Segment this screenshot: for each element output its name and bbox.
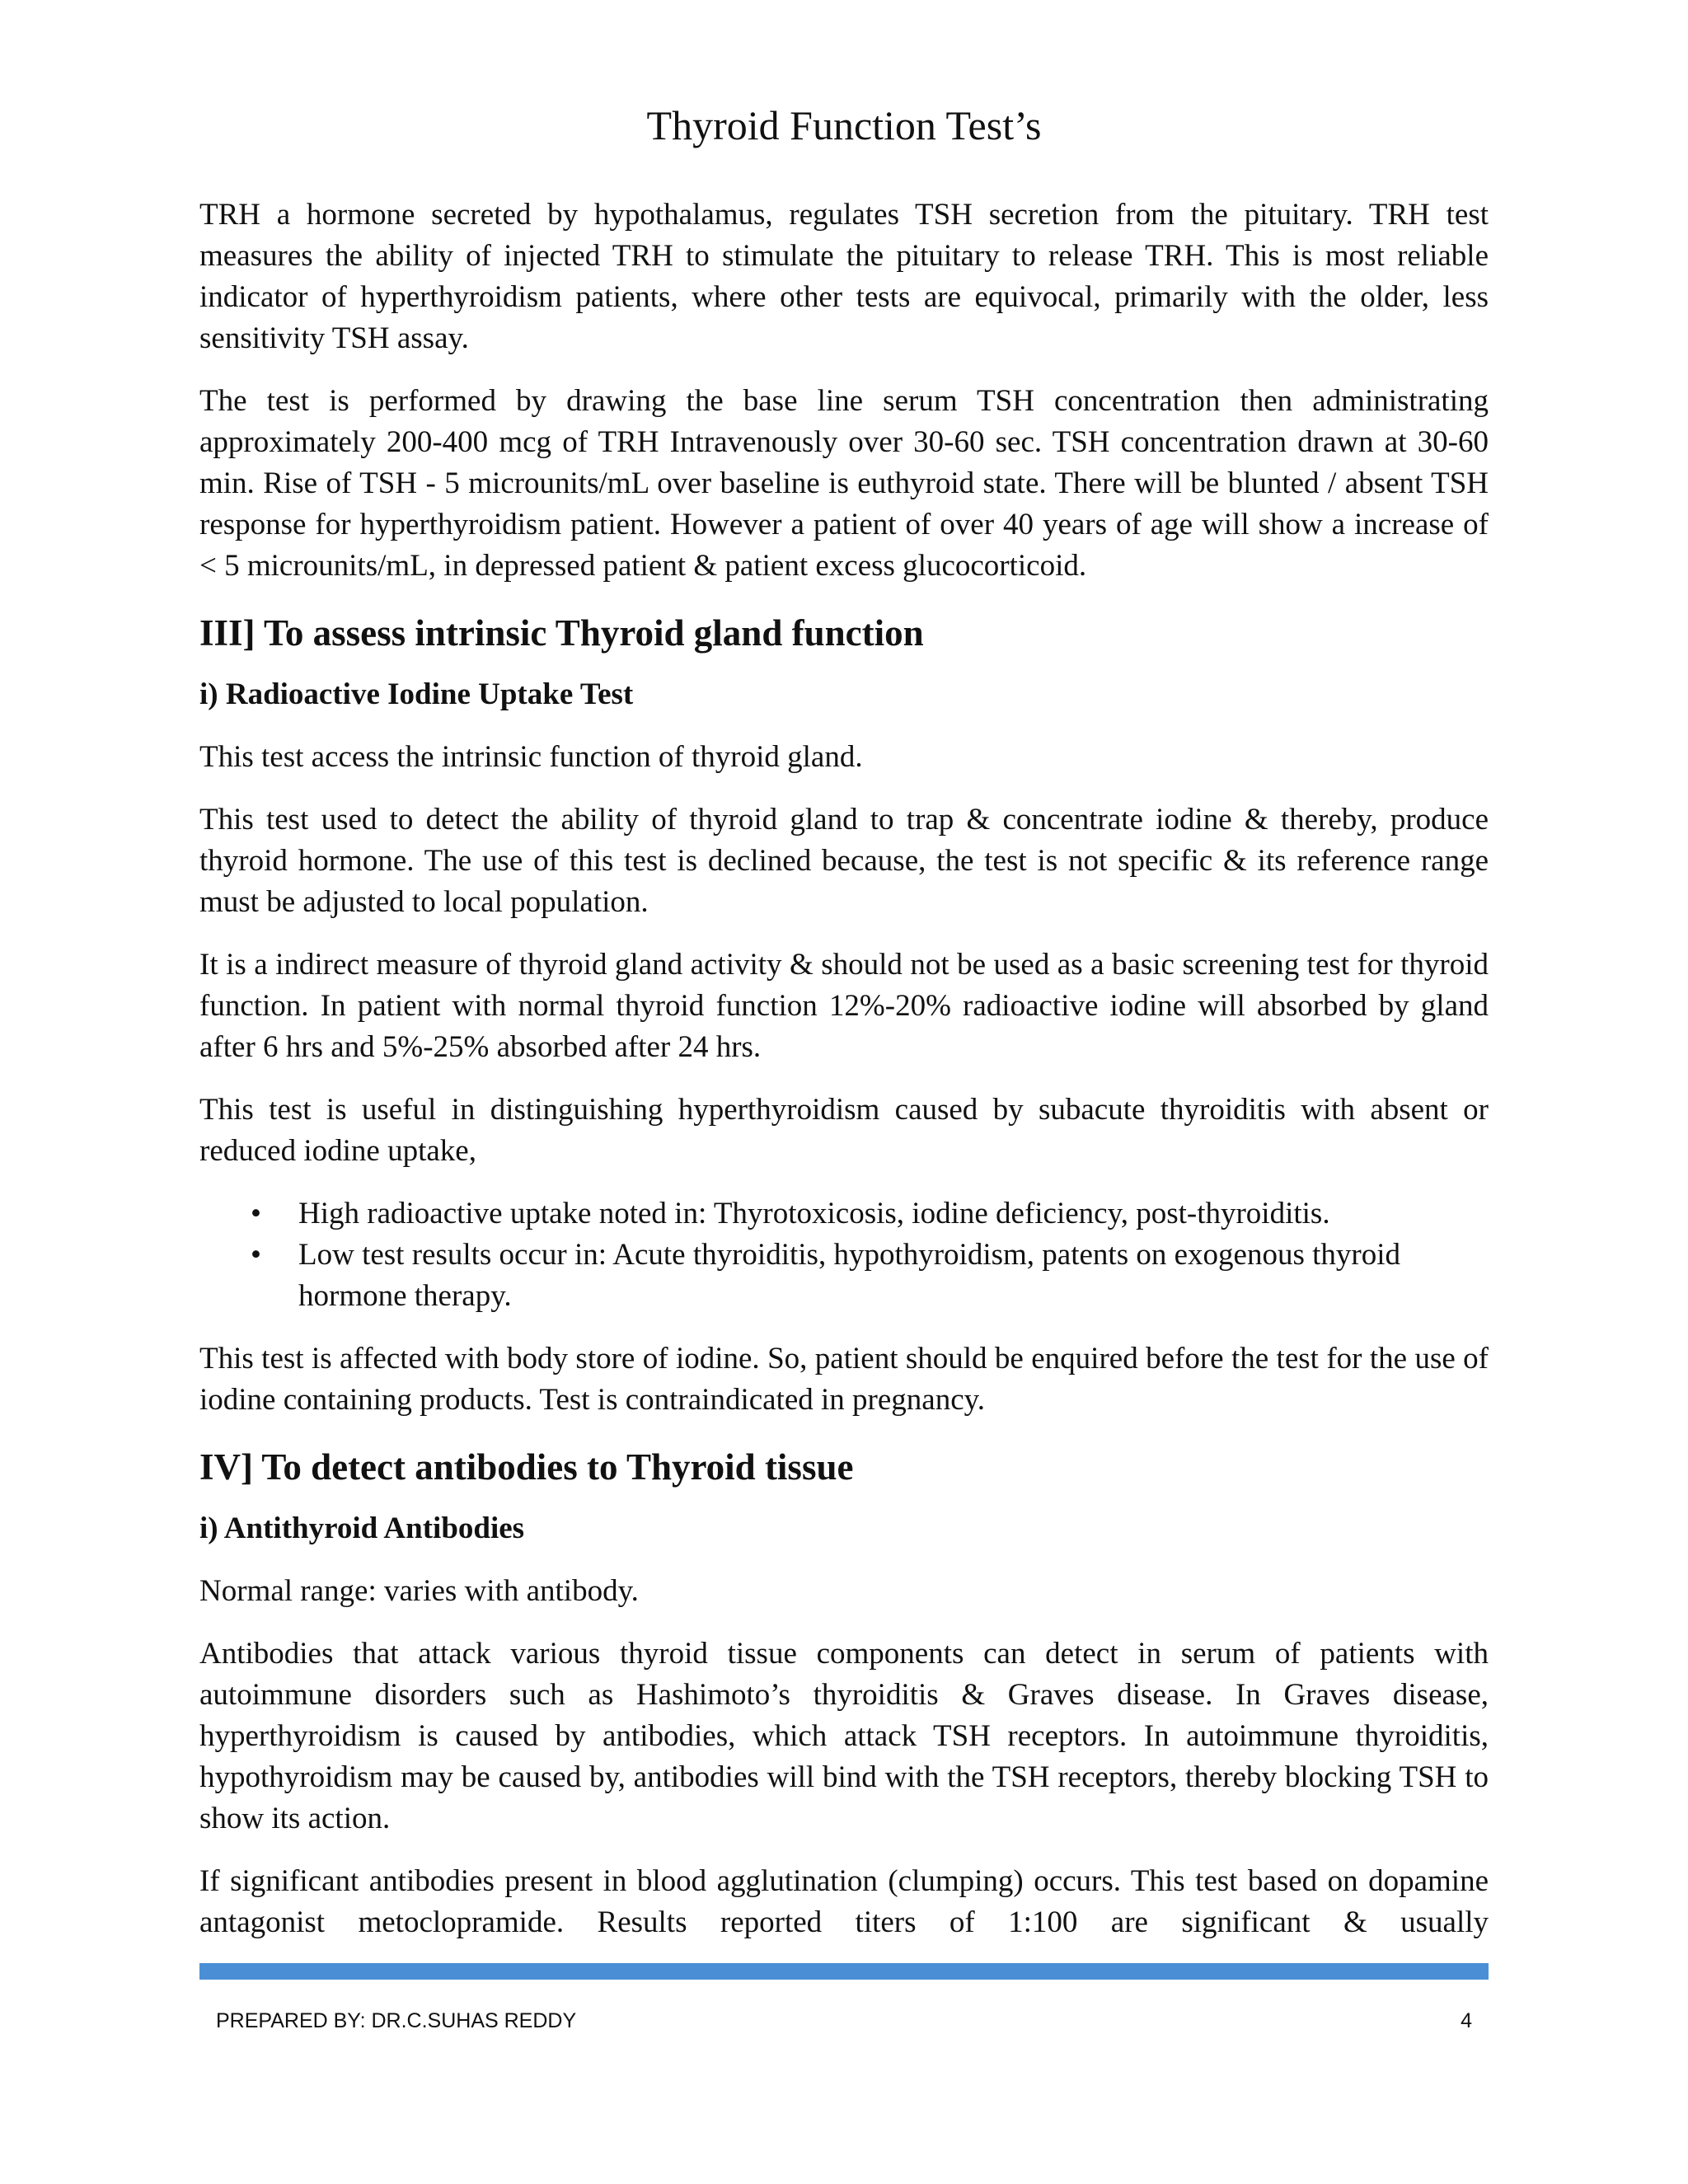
- page-number: 4: [1461, 2009, 1472, 2032]
- prepared-by: PREPARED BY: DR.C.SUHAS REDDY: [216, 2009, 577, 2032]
- list-item: [199, 1235, 1493, 1317]
- bullet-icon: •: [251, 1197, 261, 1230]
- intro-paragraph-2: The test is performed by drawing the base line serum TSH concentration then administrating approximately 200-400 mcg of TRH Intravenously over 30-60 sec. TSH concentration drawn at 30-60 min. Rise of TSH - 5 microunits/mL over baseline is euthyroid state. There will be blunted / absent TSH response for hyperthyroidism patient. However a patient of over 40 years of age will show a increase of < 5 microunits/mL, in depressed patient & patient excess glucocorticoid.: [199, 384, 1489, 583]
- list-item-text: Low test results occur in: Acute thyroiditis, hypothyroidism, patents on exogenous thyroid hormone therapy.: [298, 1238, 1400, 1313]
- section-3-subheading: i) Radioactive Iodine Uptake Test: [199, 677, 634, 711]
- section-3-paragraph-1: This test access the intrinsic function of thyroid gland.: [199, 740, 863, 774]
- section-3-heading: III] To assess intrinsic Thyroid gland function: [199, 612, 924, 654]
- bullet-icon: •: [251, 1238, 261, 1272]
- list-item: [199, 1193, 1493, 1235]
- uptake-bullet-list: [199, 1193, 1489, 1317]
- page-footer: [216, 2004, 1472, 2037]
- section-3-paragraph-4: This test is useful in distinguishing hyperthyroidism caused by subacute thyroiditis with absent or reduced iodine uptake,: [199, 1093, 1489, 1168]
- section-3-paragraph-3: It is a indirect measure of thyroid gland activity & should not be used as a basic screening test for thyroid function. In patient with normal thyroid function 12%-20% radioactive iodine will absorbed by gland after 6 hrs and 5%-25% absorbed after 24 hrs.: [199, 948, 1489, 1064]
- section-4-paragraph-3: If significant antibodies present in blood agglutination (clumping) occurs. This test based on dopamine antagonist metoclopramide. Results reported titers of 1:100 are significant & usually: [199, 1864, 1489, 1939]
- section-3-paragraph-5: This test is affected with body store of iodine. So, patient should be enquired before the test for the use of iodine containing products. Test is contraindicated in pregnancy.: [199, 1342, 1489, 1417]
- section-4-paragraph-1: Normal range: varies with antibody.: [199, 1574, 639, 1608]
- page-title: Thyroid Function Test’s: [646, 102, 1042, 148]
- intro-paragraph-1: TRH a hormone secreted by hypothalamus, regulates TSH secretion from the pituitary. TRH test measures the ability of injected TRH to stimulate the pituitary to release TRH. This is most reliable indicator of hyperthyroidism patients, where other tests are equivocal, primarily with the older, less sensitivity TSH assay.: [199, 198, 1489, 355]
- section-4-paragraph-2: Antibodies that attack various thyroid tissue components can detect in serum of patients with autoimmune disorders such as Hashimoto’s thyroiditis & Graves disease. In Graves disease, hyperthyroidism is caused by antibodies, which attack TSH receptors. In autoimmune thyroiditis, hypothyroidism may be caused by, antibodies will bind with the TSH receptors, thereby blocking TSH to show its action.: [199, 1637, 1489, 1835]
- section-3-paragraph-2: This test used to detect the ability of thyroid gland to trap & concentrate iodine & thereby, produce thyroid hormone. The use of this test is declined because, the test is not specific & its reference range must be adjusted to local population.: [199, 803, 1489, 919]
- list-item-text: High radioactive uptake noted in: Thyrotoxicosis, iodine deficiency, post-thyroiditis.: [298, 1197, 1330, 1230]
- section-4-heading: IV] To detect antibodies to Thyroid tissue: [199, 1446, 854, 1488]
- footer-divider: [199, 1963, 1489, 1980]
- page-content: [199, 194, 1489, 1943]
- section-4-subheading: i) Antithyroid Antibodies: [199, 1511, 525, 1545]
